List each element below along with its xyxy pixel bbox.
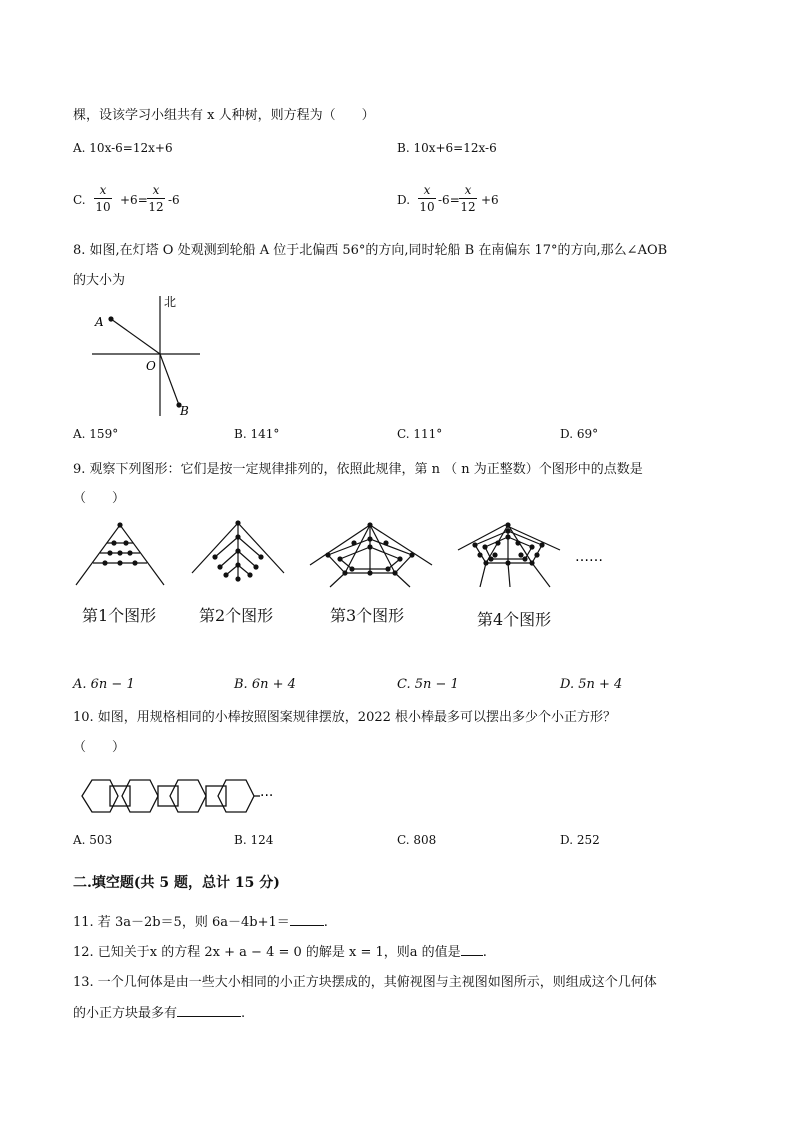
q9-caption-2: 第2个图形 — [199, 606, 274, 625]
q10-option-d: D. 252 — [560, 833, 600, 847]
q10-option-b: B. 124 — [234, 833, 274, 847]
q7-option-c-tail: -6 — [168, 193, 180, 207]
q9-stem-line1: 9. 观察下列图形：它们是按一定规律排列的，依照此规律，第 n （ n 为正整数）个图形中的点数是 — [73, 462, 643, 477]
q12-tail: . — [482, 945, 487, 960]
q13-answer-blank[interactable] — [177, 1016, 241, 1017]
q7-option-d-label: D. — [397, 193, 411, 207]
q8-stem-line2: 的大小为 — [73, 273, 126, 288]
q10-stem-line1: 10. 如图，用规格相同的小棒按照图案规律摆放，2022 根小棒最多可以摆出多少个小正方形？ — [73, 710, 617, 725]
q7-stem: 棵，设该学习小组共有 x 人种树，则方程为（ ） — [73, 108, 375, 123]
q7-option-b: B. 10x+6=12x-6 — [397, 141, 497, 155]
q12 — [73, 941, 487, 960]
q8-option-d: D. 69° — [560, 427, 599, 441]
fraction-numerator: x — [99, 183, 107, 197]
q9-option-a: A. 6n − 1 — [73, 677, 135, 692]
q9-stem-line2: （ ） — [73, 491, 126, 506]
q9-option-d: D. 5n + 4 — [560, 677, 623, 692]
q12-text: 12. 已知关于x 的方程 2x + a − 4 = 0 的解是 x = 1，则a 的值是 — [73, 945, 461, 960]
q9-pattern-figures — [70, 515, 630, 595]
q7-option-c-label: C. — [73, 193, 86, 207]
q11-answer-blank[interactable] — [290, 925, 324, 926]
q13-line2 — [73, 1002, 245, 1021]
q9-caption-3: 第3个图形 — [330, 606, 405, 625]
q7-option-a: A. 10x-6=12x+6 — [73, 141, 173, 155]
q7-option-c-fraction-1 — [94, 182, 112, 215]
fraction-numerator: x — [423, 183, 431, 197]
q7-option-d-middle: -6= — [438, 193, 460, 207]
q9-option-b: B. 6n + 4 — [234, 677, 296, 692]
q8-direction-diagram — [80, 288, 220, 422]
q7-option-d-fraction-2 — [459, 182, 477, 215]
fraction-denominator: 12 — [460, 200, 476, 214]
q13-text: 的小正方块最多有 — [73, 1006, 178, 1021]
q10-stem-line2: （ ） — [73, 740, 126, 755]
q13-tail: . — [241, 1006, 246, 1021]
q11-text: 11. 若 3a－2b＝5，则 6a－4b+1＝ — [73, 915, 290, 930]
fraction-numerator: x — [152, 183, 160, 197]
q11 — [73, 911, 328, 930]
q8-option-b: B. 141° — [234, 427, 280, 441]
q8-option-c: C. 111° — [397, 427, 443, 441]
q11-tail: . — [323, 915, 328, 930]
fraction-numerator: x — [464, 183, 472, 197]
q10-option-c: C. 808 — [397, 833, 437, 847]
q8-option-a: A. 159° — [73, 427, 119, 441]
q10-option-a: A. 503 — [73, 833, 113, 847]
q9-caption-1: 第1个图形 — [82, 606, 157, 625]
q10-stick-pattern — [78, 774, 278, 820]
point-a-label: A — [95, 315, 104, 329]
point-o-label: O — [146, 359, 156, 373]
q7-option-c-middle: +6= — [120, 193, 148, 207]
q10-dots: ··· — [260, 788, 274, 804]
q13-line1: 13. 一个几何体是由一些大小相同的小正方块摆成的，其俯视图与主视图如图所示，则组成这个几何体 — [73, 975, 657, 990]
north-label: 北 — [164, 295, 177, 309]
q12-answer-blank[interactable] — [461, 955, 483, 956]
q7-option-c-fraction-2 — [147, 182, 165, 215]
section-fill-in-title: 二.填空题(共 5 题，总计 15 分) — [73, 875, 280, 891]
fraction-denominator: 10 — [419, 200, 435, 214]
fraction-denominator: 12 — [148, 200, 164, 214]
q9-caption-4: 第4个图形 — [477, 610, 552, 629]
q7-option-d-tail: +6 — [481, 193, 499, 207]
fraction-denominator: 10 — [95, 200, 111, 214]
q8-stem-line1: 8. 如图,在灯塔 O 处观测到轮船 A 位于北偏西 56°的方向,同时轮船 B 在南偏东 17°的方向,那么∠AOB — [73, 243, 668, 258]
point-b-label: B — [180, 404, 189, 418]
q9-ellipsis: …… — [575, 549, 603, 565]
q7-option-d-fraction-1 — [418, 182, 436, 215]
q9-option-c: C. 5n − 1 — [397, 677, 459, 692]
